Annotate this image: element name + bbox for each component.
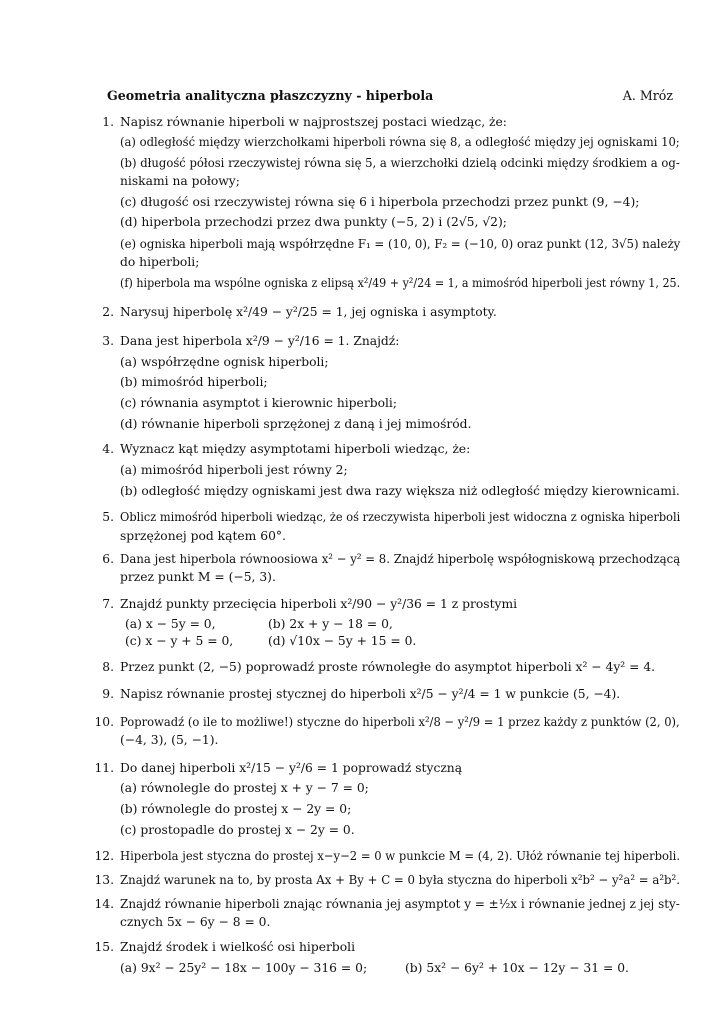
exercise-text: Znajdź środek i wielkość osi hiperboli [120, 940, 356, 954]
exercise-text: Napisz równanie prostej stycznej do hiperboli x²/5 − y²/4 = 1 w punkcie (5, −4). [120, 687, 621, 701]
exercise-subitem: (b) odległość między ogniskami jest dwa razy większa niż odległość między kierownicami. [120, 484, 680, 498]
exercise-subitem: (b) długość półosi rzeczywistej równa się 5, a wierzchołki dzielą odcinki między środkiem a og- [120, 156, 680, 170]
exercise-number: 15. [94, 940, 114, 954]
exercise-subitem: (c) równania asymptot i kierownic hiperboli; [120, 396, 397, 410]
exercise-subitem: (b) 5x² − 6y² + 10x − 12y − 31 = 0. [405, 961, 629, 975]
exercise-text: Poprowadź (o ile to możliwe!) styczne do hiperboli x²/8 − y²/9 = 1 przez każdy z punktów (2, 0), [120, 715, 680, 729]
exercise-number: 9. [102, 687, 114, 701]
exercise-number: 7. [102, 597, 114, 611]
exercise-subitem: (a) x − 5y = 0, [125, 617, 216, 631]
exercise-subitem: (−4, 3), (5, −1). [120, 733, 219, 747]
exercise-number: 3. [102, 334, 114, 348]
exercise-subitem: sprzężonej pod kątem 60°. [120, 529, 286, 543]
exercise-subitem: (b) 2x + y − 18 = 0, [268, 617, 393, 631]
exercise-subitem: (c) długość osi rzeczywistej równa się 6 i hiperbola przechodzi przez punkt (9, −4); [120, 195, 640, 209]
exercise-subitem: (c) prostopadle do prostej x − 2y = 0. [120, 823, 355, 837]
exercise-subitem: (a) odległość między wierzchołkami hiperboli równa się 8, a odległość między jej ogniskami 10; [120, 135, 680, 149]
exercise-subitem: przez punkt M = (−5, 3). [120, 570, 276, 584]
exercise-text: Znajdź równanie hiperboli znając równania jej asymptot y = ±½x i równanie jednej z jej sty- [120, 897, 680, 911]
exercise-number: 13. [94, 873, 114, 887]
exercise-subitem: cznych 5x − 6y − 8 = 0. [120, 915, 271, 929]
exercise-subitem: (a) współrzędne ognisk hiperboli; [120, 355, 329, 369]
exercise-number: 8. [102, 660, 114, 674]
document-title: Geometria analityczna płaszczyzny - hiperbola [107, 88, 434, 103]
exercise-subitem: (a) mimośród hiperboli jest równy 2; [120, 463, 348, 477]
exercise-text: Hiperbola jest styczna do prostej x−y−2 = 0 w punkcie M = (4, 2). Ułóż równanie tej hiperboli. [120, 849, 681, 863]
exercise-text: Narysuj hiperbolę x²/49 − y²/25 = 1, jej ogniska i asymptoty. [120, 305, 497, 319]
exercise-text: Znajdź warunek na to, by prosta Ax + By + C = 0 była styczna do hiperboli x²b² − y²a² = a²b². [120, 873, 680, 887]
exercise-subitem: (d) hiperbola przechodzi przez dwa punkty (−5, 2) i (2√5, √2); [120, 215, 507, 229]
exercise-text: Dana jest hiperbola równoosiowa x² − y² = 8. Znajdź hiperbolę współogniskową przechodzącą [120, 552, 681, 566]
exercise-number: 6. [102, 552, 114, 566]
exercise-text: Oblicz mimośród hiperboli wiedząc, że oś rzeczywista hiperboli jest widoczna z ogniska hiperboli [120, 510, 681, 524]
exercise-number: 4. [102, 442, 114, 456]
exercise-text: Przez punkt (2, −5) poprowadź proste równoległe do asymptot hiperboli x² − 4y² = 4. [120, 660, 656, 674]
exercise-text: Znajdź punkty przecięcia hiperboli x²/90 − y²/36 = 1 z prostymi [120, 597, 518, 611]
exercise-subitem: (e) ogniska hiperboli mają współrzędne F₁ = (10, 0), F₂ = (−10, 0) oraz punkt (12, 3√5) należy [120, 237, 681, 251]
exercise-subitem: (a) 9x² − 25y² − 18x − 100y − 316 = 0; [120, 961, 368, 975]
exercise-text: Dana jest hiperbola x²/9 − y²/16 = 1. Znajdź: [120, 334, 400, 348]
exercise-subitem: (b) mimośród hiperboli; [120, 375, 268, 389]
exercise-subitem: (a) równolegle do prostej x + y − 7 = 0; [120, 781, 369, 795]
exercise-subitem: (d) równanie hiperboli sprzężonej z daną i jej mimośród. [120, 417, 472, 431]
exercise-text: Wyznacz kąt między asymptotami hiperboli wiedząc, że: [120, 442, 471, 456]
exercise-subitem: do hiperboli; [120, 255, 200, 269]
exercise-number: 11. [94, 761, 114, 775]
exercise-number: 1. [102, 115, 114, 129]
exercise-text: Do danej hiperboli x²/15 − y²/6 = 1 poprowadź styczną [120, 761, 463, 775]
exercise-subitem: (d) √10x − 5y + 15 = 0. [268, 634, 417, 648]
document-author: A. Mróz [622, 88, 673, 103]
exercise-subitem: (c) x − y + 5 = 0, [125, 634, 234, 648]
exercise-number: 10. [94, 715, 114, 729]
exercise-text: Napisz równanie hiperboli w najprostszej postaci wiedząc, że: [120, 115, 507, 129]
exercise-number: 5. [102, 510, 114, 524]
document-header [107, 88, 673, 103]
exercise-number: 14. [94, 897, 114, 911]
exercise-subitem: (b) równolegle do prostej x − 2y = 0; [120, 802, 352, 816]
exercise-subitem: niskami na połowy; [120, 174, 240, 188]
exercise-number: 2. [102, 305, 114, 319]
exercise-number: 12. [94, 849, 114, 863]
exercise-subitem: (f) hiperbola ma wspólne ogniska z elipsą x²/49 + y²/24 = 1, a mimośród hiperboli jest równy 1, 25. [120, 276, 681, 290]
